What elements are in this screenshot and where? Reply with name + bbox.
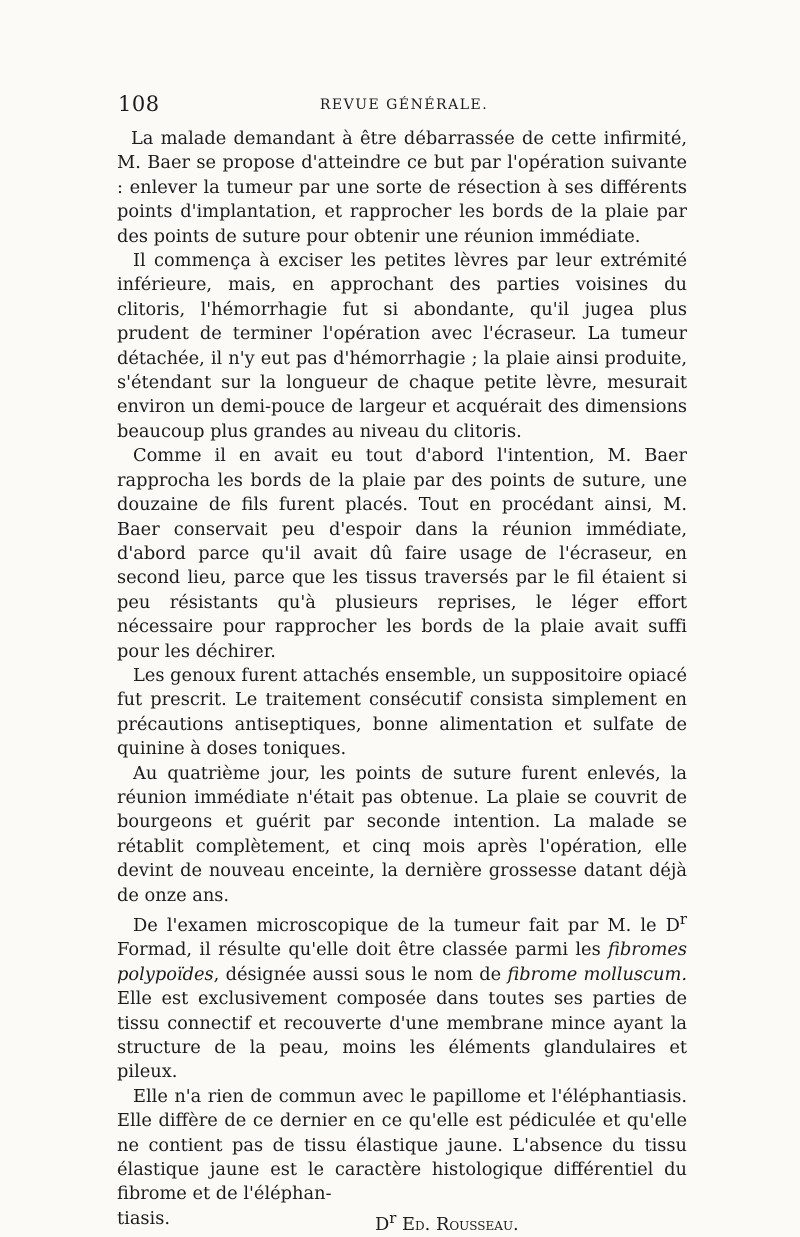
author-signature: [375, 1207, 519, 1237]
paragraph-3: Comme il en avait eu tout d'abord l'intention, M. Baer rapprocha les bords de la plaie par des points de suture, une douzaine de fils furent placés. Tout en procédant ainsi, M. Baer conservait peu d'espoir dans la réunion immédiate, d'abord parce qu'il avait dû faire usage de l'écraseur, en second lieu, parce que les tissus traversés par le fil étaient si peu résistants qu'à plusieurs reprises, le léger effort nécessaire pour rapprocher les bords de la plaie avait suffi pour les déchirer.: [117, 445, 687, 662]
page-header: [118, 92, 690, 118]
paragraph-1: La malade demandant à être débarrassée de cette infirmité, M. Baer se propose d'atteindre ce but par l'opération suivante : enlever la tumeur par une sorte de résection à ses différents points d'implantation, et rapprocher les bords de la plaie par des points de suture pour obtenir une réunion immédiate.: [117, 128, 687, 247]
paragraph-4: Les genoux furent attachés ensemble, un suppositoire opiacé fut prescrit. Le traitement consécutif consista simplement en précautions antiseptiques, bonne alimentation et sulfate de quinine à doses toniques.: [117, 664, 687, 760]
signature-name: Ed. Rousseau.: [396, 1213, 519, 1235]
paragraph-6-part-c: , désignée aussi sous le nom de: [213, 963, 508, 985]
paragraph-6: [117, 908, 687, 1085]
running-title: REVUE GÉNÉRALE.: [319, 97, 489, 113]
signature-title-sup: r: [389, 1209, 397, 1227]
paragraph-5: Au quatrième jour, les points de suture furent enlevés, la réunion immédiate n'était pas obtenue. La plaie se couvrit de bourgeons et guérit par seconde intention. La malade se rétablit complètement, et cinq mois après l'opération, elle devint de nouveau enceinte, la dernière grossesse datant déjà de onze ans.: [117, 762, 687, 906]
closing-line: [117, 1207, 687, 1237]
article-body: [117, 127, 687, 1237]
page-number: 108: [118, 92, 160, 116]
paragraph-2: Il commença à exciser les petites lèvres par leur extrémité inférieure, mais, en approchant des parties voisines du clitoris, l'hémorrhagie fut si abondante, qu'il jugea plus prudent de terminer l'opération avec l'écraseur. La tumeur détachée, il n'y eut pas d'hémorrhagie ; la plaie ainsi produite, s'étendant sur la longueur de chaque petite lèvre, mesurait environ un demi-pouce de largeur et acquérait des dimensions beaucoup plus grandes au niveau du clitoris.: [117, 250, 687, 442]
paragraph-6-part-d: Elle est exclusivement composée dans toutes ses parties de tissu connectif et recouverte d'une membrane mince ayant la structure de la peau, moins les éléments glandulaires et pileux.: [117, 988, 687, 1083]
term-fibromes-polypoides: fibromes polypoïdes: [117, 939, 687, 985]
paragraph-7: Elle n'a rien de commun avec le papillome et l'éléphantiasis. Elle diffère de ce dernier en ce qu'elle est pédiculée et qu'elle ne contient pas de tissu élastique jaune. L'absence du tissu élastique jaune est le caractère histologique différentiel du fibrome et de l'éléphan-: [117, 1085, 687, 1205]
paragraph-6-part-a: De l'examen microscopique de la tumeur fait par M. le D: [133, 914, 680, 936]
doctor-abbrev-sup: r: [679, 911, 687, 928]
paragraph-7-end: tiasis.: [117, 1207, 171, 1229]
term-fibrome-molluscum: fibrome molluscum.: [507, 963, 687, 985]
paragraph-6-part-b: Formad, il résulte qu'elle doit être classée parmi les: [117, 939, 609, 961]
signature-title: D: [375, 1213, 390, 1235]
